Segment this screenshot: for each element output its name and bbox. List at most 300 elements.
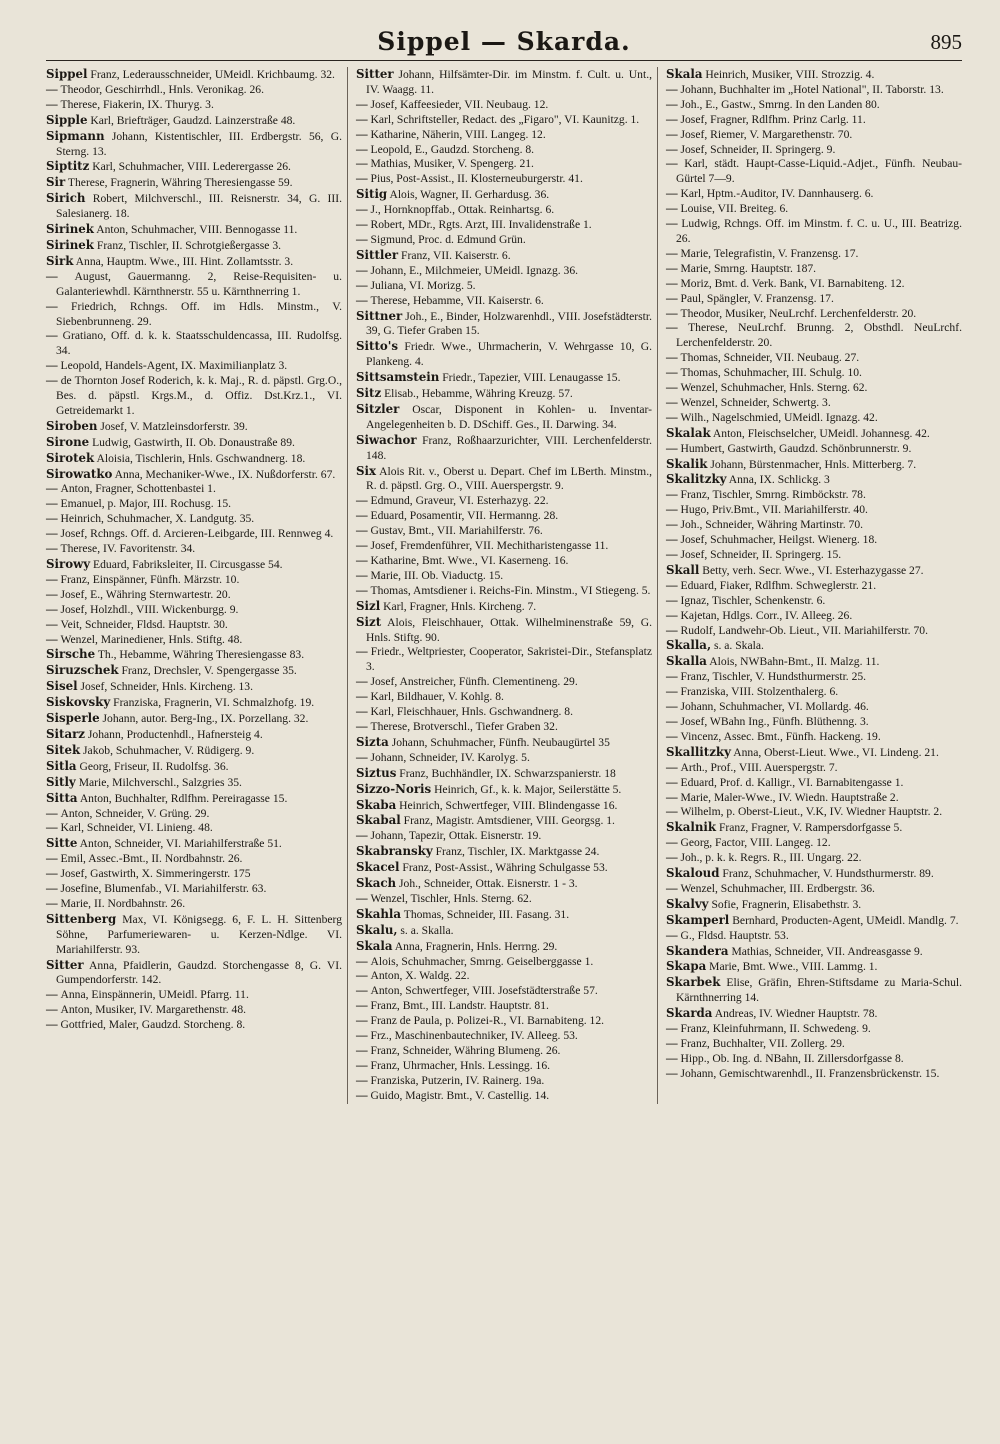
entry-dash: — [46,542,61,556]
entry-dash: — [46,821,61,835]
entry-text: Ignaz, Tischler, Schenkenstr. 6. [680,593,826,607]
entry-dash: — [356,1058,371,1072]
directory-entry [46,451,342,467]
entry-dash: — [666,202,681,216]
directory-entry [46,836,342,852]
entry-text: Andreas, IV. Wiedner Hauptstr. 78. [714,1007,878,1021]
directory-entry [46,129,342,160]
entry-dash: — [46,374,61,388]
entry-text: Anton, Schwertfeger, VIII. Josefstädterstraße 57. [370,984,598,998]
entry-text: Thomas, Schneider, VII. Neubaug. 27. [680,351,860,365]
entry-text: Johann, E., Milchmeier, UMeidl. Ignazg. 36. [370,263,579,277]
directory-entry [356,433,652,464]
entry-dash: — [666,291,681,305]
entry-dash: — [46,867,61,881]
directory-entry [666,321,962,351]
entry-surname: Skahla [356,906,402,921]
entry-text: Veit, Schneider, Fldsd. Hauptstr. 30. [60,617,228,631]
directory-entry [46,527,342,542]
entry-text: Eduard, Fiaker, Rdlfhm. Schweglerstr. 21. [680,578,877,592]
entry-text: Therese, NeuLrchf. Brunng. 2, Obsthdl. NeuLrchf. Lerchenfelderstr. 20. [676,321,962,350]
entry-surname: Siskovsky [46,695,111,710]
entry-surname: Skall [666,562,700,577]
entry-dash: — [46,602,61,616]
entry-surname: Sirotek [46,450,95,465]
entry-dash: — [356,232,371,246]
entry-surname: Siptitz [46,159,90,174]
entry-text: Eduard, Fabriksleiter, II. Circusgasse 54. [93,558,283,571]
entry-text: Karl, Briefträger, Gaudzd. Lainzerstraße 48. [90,113,296,127]
entry-dash: — [666,518,681,532]
entry-dash: — [46,527,61,541]
directory-entry [666,776,962,791]
entry-surname: Siztus [356,765,397,780]
entry-dash: — [356,509,371,523]
entry-surname: Sitarz [46,726,86,741]
entry-text: Therese, Fragnerin, Währing Theresiengasse 59. [67,176,293,190]
directory-entry [356,892,652,907]
entry-text: Anna, Einspännerin, UMeidl. Pfarrg. 11. [60,988,249,1002]
entry-text: Elisab., Hebamme, Währing Kreuzg. 57. [384,387,573,401]
directory-entry [46,191,342,222]
directory-entry [46,238,342,254]
directory-entry [46,359,342,374]
directory-entry [356,798,652,814]
directory-entry [46,695,342,711]
entry-surname: Skamperl [666,912,730,927]
entry-text: Max, VI. Königsegg. 6, F. L. H. Sittenberg Söhne, Parfumeriewaren- u. Kerzen-Ndlge. VI. Mariahilferstr. 93. [56,912,342,956]
directory-entry [666,638,962,654]
directory-entry [46,1003,342,1018]
entry-text: Anna, Mechaniker-Wwe., IX. Nußdorferstr. 67. [114,467,336,481]
entry-text: Friedr., Tapezier, VIII. Lenaugasse 15. [442,371,621,385]
entry-surname: Skalitzky [666,472,727,487]
entry-text: Franz, Roßhaarzurichter, VIII. Lerchenfelderstr. 148. [366,433,652,462]
directory-entry [356,569,652,584]
entry-text: Franz, Tischler, V. Hundsthurmerstr. 25. [680,670,867,684]
directory-entry [46,727,342,743]
entry-dash: — [46,896,61,910]
entry-surname: Sitek [46,742,81,757]
entry-text: Arth., Prof., VIII. Auerspergstr. 7. [680,760,838,774]
entry-text: Katharine, Bmt. Wwe., VI. Kaserneng. 16. [370,554,569,567]
entry-text: Therese, Fiakerin, IX. Thuryg. 3. [60,97,214,111]
directory-entry [666,761,962,776]
directory-entry [356,203,652,218]
entry-text: Humbert, Gastwirth, Gaudzd. Schönbrunnerstr. 9. [680,441,912,455]
directory-entry [46,647,342,663]
directory-entry [356,876,652,892]
entry-dash: — [666,261,681,275]
entry-dash: — [666,366,681,380]
entry-dash: — [666,533,681,547]
entry-text: Franz, Drechsler, V. Spengergasse 35. [121,664,297,678]
entry-text: Johann, Kistentischler, III. Erdbergstr. 56, G. Sterng. 13. [56,129,342,158]
entry-text: Marie, Milchverschl., Salzgries 35. [78,775,242,789]
directory-entry [356,386,652,402]
directory-entry [356,554,652,569]
entry-text: Josef, Rchngs. Off. d. Arcieren-Leibgarde, III. Rennweg 4. [60,527,334,541]
entry-text: Theodor, Musiker, NeuLrchf. Lerchenfelderstr. 20. [680,306,917,320]
directory-entry [356,157,652,172]
entry-text: Franz, Uhrmacher, Hnls. Lessingg. 16. [370,1058,551,1072]
entry-dash: — [356,1088,371,1102]
entry-surname: Skalnik [666,820,717,835]
directory-entry [46,175,342,191]
entry-dash: — [666,381,681,395]
directory-entry [666,594,962,609]
directory-entry [666,805,962,820]
entry-dash: — [666,760,681,774]
entry-text: Sofie, Fragnerin, Elisabethstr. 3. [711,897,862,911]
entry-text: Josef, Gastwirth, X. Simmeringerstr. 175 [60,867,251,881]
entry-text: Franz, Schuhmacher, V. Hundsthurmerstr. 89. [722,867,934,881]
entry-text: Alois, NWBahn-Bmt., II. Malzg. 11. [709,655,880,669]
entry-dash: — [666,187,681,201]
entry-text: Robert, Milchverschl., III. Reisnerstr. 34, G. III. Salesianerg. 18. [56,192,342,221]
entry-surname: Sirowy [46,557,91,571]
directory-entry [356,1014,652,1029]
directory-entry [666,700,962,715]
directory-entry [356,675,652,690]
entry-text: Mathias, Musiker, V. Spengerg. 21. [370,157,534,171]
entry-surname: Sittner [356,308,403,323]
entry-text: Franz, Einspänner, Fünfh. Märzstr. 10. [60,572,240,586]
entry-text: Franziska, VIII. Stolzenthalerg. 6. [680,685,839,699]
entry-text: Marie, III. Ob. Viaductg. 15. [370,568,504,582]
entry-surname: Skapa [666,959,707,974]
entry-dash: — [356,263,371,277]
entry-dash: — [666,714,681,728]
entry-dash: — [666,441,681,455]
entry-text: Rudolf, Landwehr-Ob. Lieut., VII. Mariahilferstr. 70. [680,623,928,637]
directory-entry [356,735,652,751]
entry-text: Wilhelm, p. Oberst-Lieut., V.K, IV. Wiedner Hauptstr. 2. [680,805,943,819]
entry-text: Alois, Wagner, II. Gerhardusg. 36. [389,188,550,202]
entry-text: Anton, Schneider, V. Grüng. 29. [60,806,210,820]
entry-dash: — [356,554,371,567]
entry-text: Georg, Factor, VIII. Langeg. 12. [680,836,831,850]
directory-entry [666,563,962,579]
entry-surname: Skandera [666,943,729,958]
entry-surname: Sisperle [46,711,100,726]
entry-dash: — [356,539,371,553]
entry-text: Anna, Oberst-Lieut. Wwe., VI. Lindeng. 21. [733,745,939,759]
entry-text: Bernhard, Producten-Agent, UMeidl. Mandlg. 7. [732,913,959,927]
entry-surname: Sitte [46,836,78,851]
directory-entry [666,262,962,277]
entry-dash: — [356,984,371,998]
directory-entry [356,187,652,203]
directory-entry [356,524,652,539]
entry-text: Johann, Gemischtwarenhdl., II. Franzensbrückenstr. 15. [680,1066,940,1080]
directory-entry [666,1052,962,1067]
directory-entry [46,743,342,759]
entry-dash: — [356,719,371,733]
directory-entry [666,426,962,442]
entry-dash: — [666,488,681,502]
directory-entry [46,897,342,912]
entry-surname: Skalvy [666,896,709,911]
entry-dash: — [666,127,681,141]
directory-entry [46,497,342,512]
directory-entry [46,759,342,775]
entry-surname: Sirk [46,253,74,268]
entry-dash: — [46,269,75,283]
entry-text: Therese, IV. Favoritenstr. 34. [60,542,196,556]
entry-dash: — [666,578,681,592]
entry-text: Josef, V. Matzleinsdorferstr. 39. [100,419,248,433]
entry-dash: — [666,142,681,156]
entry-surname: Sir [46,175,66,190]
entry-dash: — [666,685,681,699]
directory-entry [666,396,962,411]
directory-entry [46,852,342,867]
directory-entry [356,907,652,923]
entry-text: Guido, Magistr. Bmt., V. Castellig. 14. [370,1088,550,1102]
entry-surname: Skach [356,876,397,891]
entry-surname: Sirsche [46,647,96,662]
directory-entry [666,187,962,202]
entry-dash: — [666,395,681,409]
entry-surname: Sittler [356,247,399,262]
directory-entry [666,488,962,503]
directory-entry [666,579,962,594]
directory-entry [356,264,652,279]
entry-text: Franz, Fragner, V. Rampersdorfgasse 5. [718,821,903,835]
entry-text: Josef, Schuhmacher, Heilgst. Wienerg. 18. [680,533,878,547]
entry-dash: — [356,1029,371,1043]
directory-entry [46,882,342,897]
directory-entry [356,969,652,984]
directory-entry [46,254,342,270]
entry-text: Franz, VII. Kaiserstr. 6. [401,248,511,262]
entry-text: Franz, Buchhändler, IX. Schwarzspanierstr. 18 [399,766,616,780]
entry-surname: Skabal [356,813,401,828]
directory-entry [46,775,342,791]
directory-entry [356,923,652,939]
entry-text: Marie, Bmt. Wwe., VIII. Lammg. 1. [709,960,878,974]
entry-dash: — [356,524,371,538]
entry-text: Josef, Schneider, II. Springerg. 15. [680,548,842,561]
entry-text: Kajetan, Hdlgs. Corr., IV. Alleeg. 26. [680,608,853,622]
entry-surname: Skalik [666,456,708,471]
entry-dash: — [356,293,371,307]
entry-text: Paul, Spängler, V. Franzensg. 17. [680,291,834,305]
entry-text: Josef, Schneider, Hnls. Kircheng. 13. [80,680,253,694]
entry-dash: — [666,623,681,637]
entry-text: Frz., Maschinenbautechniker, IV. Alleeg. 53. [370,1029,578,1043]
directory-entry [666,307,962,322]
entry-surname: Six [356,463,377,478]
entry-surname: Sitly [46,774,76,789]
entry-surname: Skalla, [666,638,712,653]
entry-text: Vincenz, Assec. Bmt., Fünfh. Hackeng. 19. [680,729,881,743]
directory-entry [666,548,962,563]
entry-text: Marie, II. Nordbahnstr. 26. [60,896,186,910]
entry-text: Friedr., Weltpriester, Cooperator, Sakristei-Dir., Stefansplatz 3. [366,645,652,674]
directory-entry [666,959,962,975]
entry-text: Josef, WBahn Ing., Fünfh. Blüthenng. 3. [680,714,869,728]
entry-dash: — [666,306,681,320]
entry-text: Franz, Tischler, Smrng. Rimböckstr. 78. [680,488,866,502]
entry-text: Ludwig, Rchngs. Off. im Minstm. f. C. u. U., III. Beatrizg. 26. [676,217,962,245]
directory-entry [666,897,962,913]
directory-entry [356,690,652,705]
entry-text: Joh., E., Binder, Holzwarenhdl., VIII. Josefstädterstr. 39, G. Tiefer Graben 15. [366,309,652,338]
directory-entry [356,705,652,720]
entry-text: Thomas, Schneider, III. Fasang. 31. [403,907,570,921]
directory-entry [356,955,652,970]
entry-dash: — [666,503,681,517]
column-3 [666,67,962,1104]
entry-dash: — [46,497,61,511]
directory-entry [46,711,342,727]
directory-entry [666,217,962,247]
entry-surname: Sitter [356,67,394,81]
entry-text: Louise, VII. Breiteg. 6. [680,202,789,216]
entry-dash: — [666,1051,681,1065]
directory-entry [356,1074,652,1089]
entry-text: Aloisia, Tischlerin, Hnls. Gschwandnerg. 18. [96,451,306,465]
directory-entry [666,791,962,806]
directory-entry [356,1059,652,1074]
directory-entry [46,270,342,300]
entry-dash: — [356,675,371,689]
entry-text: Joh., E., Gastw., Smrng. In den Landen 80. [680,97,880,111]
directory-entry [46,573,342,588]
directory-entry [666,944,962,960]
entry-text: Anna, IX. Schlickg. 3 [728,473,830,487]
directory-entry [666,157,962,187]
entry-surname: Sitzler [356,401,400,416]
directory-entry [666,67,962,83]
directory-entry [356,279,652,294]
directory-entry [356,294,652,309]
directory-entry [666,533,962,548]
entry-text: Thomas, Schuhmacher, III. Schulg. 10. [680,366,862,380]
entry-dash: — [666,790,681,804]
entry-surname: Sitter [46,957,84,972]
entry-surname: Sitla [46,758,77,773]
directory-entry [666,730,962,745]
entry-dash: — [666,351,681,365]
entry-text: Karl, Schuhmacher, VIII. Lederergasse 26. [92,160,291,174]
entry-text: Heinrich, Schuhmacher, X. Landgutg. 35. [60,512,255,526]
directory-entry [356,172,652,187]
entry-dash: — [666,548,681,561]
entry-dash: — [666,608,681,622]
directory-entry [356,67,652,98]
entry-text: Johann, Bürstenmacher, Hnls. Mitterberg. 7. [710,457,917,471]
entry-dash: — [46,617,61,631]
directory-entry [356,402,652,433]
entry-dash: — [666,1066,681,1080]
directory-entry [46,588,342,603]
entry-surname: Sirone [46,434,90,449]
entry-surname: Sipple [46,112,88,127]
directory-entry [46,618,342,633]
directory-entry [666,128,962,143]
entry-text: Franz, Bmt., III. Landstr. Hauptstr. 81. [370,999,549,1013]
entry-dash: — [356,157,371,171]
entry-surname: Sipmann [46,128,105,143]
entry-text: Marie, Smrng. Hauptstr. 187. [680,261,817,275]
directory-entry [46,482,342,497]
directory-entry [666,1067,962,1082]
entry-surname: Skalla [666,654,707,669]
directory-entry [356,1029,652,1044]
directory-entry [666,715,962,730]
directory-entry [46,821,342,836]
column-1 [46,67,348,1104]
entry-text: Gottfried, Maler, Gaudzd. Storcheng. 8. [60,1018,246,1032]
entry-dash: — [356,172,371,186]
directory-entry [46,435,342,451]
entry-text: Anton, Fragner, Schottenbastei 1. [60,482,216,496]
page-header [46,26,962,61]
entry-text: Johann, Tapezir, Ottak. Eisnerstr. 19. [370,829,542,843]
entry-text: Franz, Lederausschneider, UMeidl. Krichbaumg. 32. [90,68,335,81]
directory-entry [666,654,962,670]
entry-surname: Sirinek [46,237,94,252]
entry-text: Katharine, Näherin, VIII. Langeg. 12. [370,127,546,141]
directory-entry [666,518,962,533]
entry-dash: — [356,112,371,126]
entry-dash: — [356,750,371,764]
entry-text: Johann, Buchhalter im „Hotel National", II. Taborstr. 13. [680,82,944,96]
directory-entry [666,929,962,944]
directory-entry [666,247,962,262]
entry-text: Friedr. Wwe., Uhrmacherin, V. Wehrgasse 10, G. Plankeng. 4. [366,340,653,369]
entry-text: Edmund, Graveur, VI. Esterhazyg. 22. [370,494,549,508]
entry-text: Franz de Paula, p. Polizei-R., VI. Barnabiteng. 12. [370,1014,605,1028]
directory-entry [666,351,962,366]
entry-text: Johann, autor. Berg-Ing., IX. Porzellang. 32. [102,712,309,726]
entry-text: Wenzel, Marinediener, Hnls. Stiftg. 48. [60,632,243,646]
entry-text: Eduard, Prof. d. Kalligr., VI. Barnabitengasse 1. [680,775,904,789]
entry-surname: Skabransky [356,844,433,859]
directory-entry [356,599,652,615]
entry-dash: — [46,512,61,526]
directory-entry [46,512,342,527]
directory-entry [356,370,652,386]
entry-text: Joh., Schneider, Ottak. Eisnerstr. 1 - 3. [399,877,578,891]
entry-text: Heinrich, Schwertfeger, VIII. Blindengasse 16. [399,798,618,812]
directory-entry [666,366,962,381]
entry-text: Hugo, Priv.Bmt., VII. Mariahilferstr. 40. [680,503,868,517]
entry-text: Anton, Fleischselcher, UMeidl. Johannesg. 42. [712,426,930,440]
entry-text: Moriz, Bmt. d. Verk. Bank, VI. Barnabiteng. 12. [680,276,905,290]
entry-text: Pius, Post-Assist., II. Klosterneuburgerstr. 41. [370,172,583,186]
entry-surname: Skalu, [356,922,398,937]
directory-entry [666,624,962,639]
entry-text: Thomas, Amtsdiener i. Reichs-Fin. Minstm., VI Stiegeng. 5. [370,583,651,597]
entry-dash: — [356,203,371,217]
directory-entry [666,836,962,851]
entry-surname: Sitto's [356,339,399,354]
directory-entry [666,472,962,488]
entry-text: Wenzel, Tischler, Hnls. Sterng. 62. [370,891,532,905]
directory-entry [666,83,962,98]
directory-entry [46,988,342,1003]
entry-dash: — [666,1022,681,1036]
entry-text: Anna, Pfaidlerin, Gaudzd. Storchengasse 8, G. VI. Gumpendorferstr. 142. [56,958,342,987]
directory-entry [666,457,962,473]
directory-entry [46,1018,342,1033]
entry-text: Anton, Schuhmacher, VIII. Bennogasse 11. [96,223,298,237]
entry-text: Alois, Schuhmacher, Smrng. Geiselberggasse 1. [370,954,594,968]
